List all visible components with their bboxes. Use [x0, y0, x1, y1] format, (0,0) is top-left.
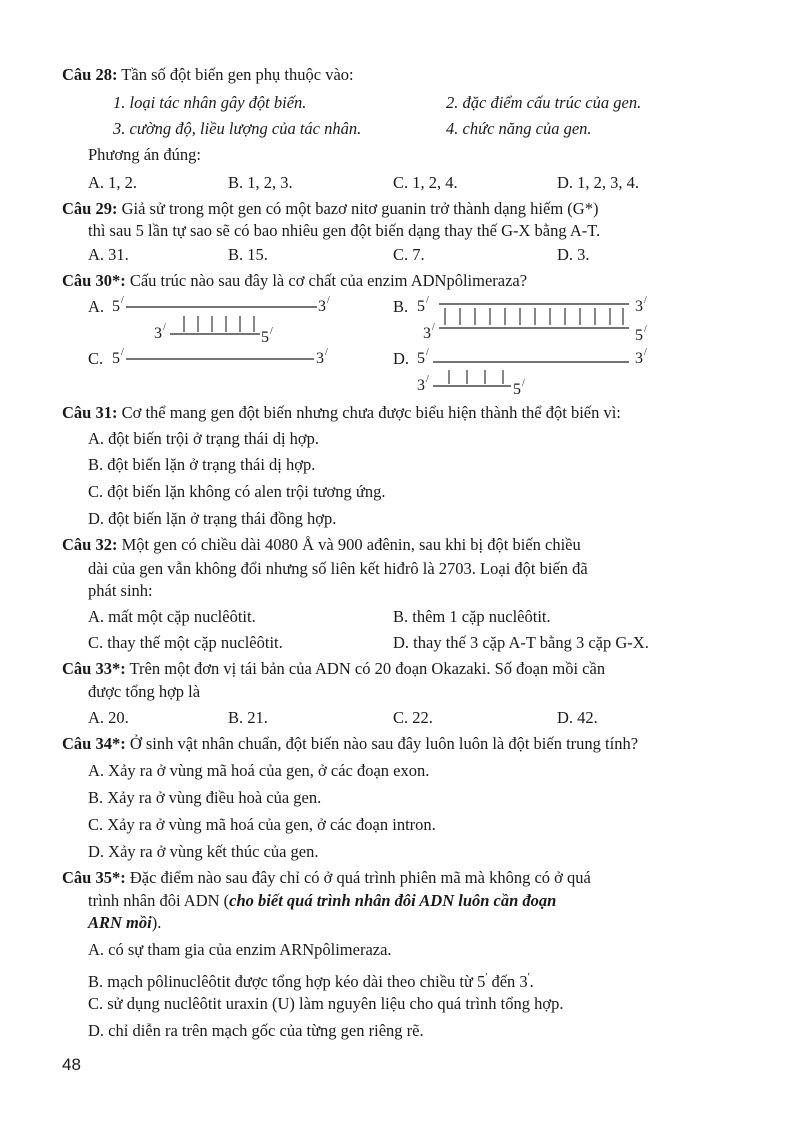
q30-option-a[interactable]: A.: [88, 297, 105, 316]
q30-d-three-label: 3: [635, 350, 643, 367]
q30-a-three-label: 3: [318, 298, 326, 315]
q30-a-prime-4: /: [270, 326, 273, 337]
q30-d-primer-five: 5: [513, 381, 521, 398]
q32-option-c[interactable]: C. thay thế một cặp nuclêôtit.: [88, 633, 283, 652]
q30-strand-diagram-b: [417, 294, 667, 348]
q30-strand-diagram-d: [417, 346, 667, 398]
q33-text-1: Trên một đơn vị tái bản của ADN có 20 đoạn Okazaki. Số đoạn mồi cần: [125, 659, 606, 678]
q28-option-d[interactable]: D. 1, 2, 3, 4.: [557, 173, 640, 192]
q30-b-bonds: [445, 308, 623, 325]
q29-option-d[interactable]: D. 3.: [557, 245, 590, 264]
q32-stem: [62, 534, 581, 556]
q31-label: Câu 31:: [62, 403, 118, 422]
q30-option-c[interactable]: C.: [88, 349, 104, 368]
q30-a-prime: /: [121, 295, 124, 306]
q35-note-end: ARN mồi: [88, 913, 152, 932]
q35-stem: [62, 867, 591, 889]
q33-option-c[interactable]: C. 22.: [393, 708, 433, 727]
q30-b-prime-3: /: [432, 322, 435, 333]
q35-option-b[interactable]: [88, 966, 534, 993]
q35-text-2: [88, 890, 556, 912]
q28-statement-4: 4. chức năng của gen.: [446, 119, 592, 138]
q35-text-3: [88, 912, 161, 934]
q34-option-b[interactable]: B. Xảy ra ở vùng điều hoà của gen.: [88, 788, 322, 807]
q28-text: Tần số đột biến gen phụ thuộc vào:: [117, 65, 354, 84]
q30-d-primer-three: 3: [417, 377, 425, 394]
q28-statement-1: 1. loại tác nhân gây đột biến.: [113, 93, 307, 112]
q28-option-c[interactable]: C. 1, 2, 4.: [393, 173, 458, 192]
q30-b-prime-4: /: [644, 324, 647, 335]
q30-a-bonds: [184, 316, 254, 332]
q29-text-2: thì sau 5 lần tự sao sẽ có bao nhiêu gen đột biến dạng thay thế G-X bằng A-T.: [88, 221, 601, 240]
q30-c-three-label: 3: [316, 350, 324, 367]
q31-option-a[interactable]: A. đột biến trội ở trạng thái dị hợp.: [88, 429, 319, 448]
q30-b-five-bottom: 5: [635, 327, 643, 344]
q30-a-primer-three: 3: [154, 325, 162, 342]
q30-d-prime-3: /: [426, 374, 429, 385]
q30-d-five-label: 5: [417, 350, 425, 367]
q29-stem: [62, 198, 598, 220]
q35-option-d[interactable]: D. chỉ diễn ra trên mạch gốc của từng gen riêng rẽ.: [88, 1021, 424, 1040]
q29-text-1: Giả sử trong một gen có một bazơ nitơ guanin trở thành dạng hiếm (G*): [117, 199, 599, 218]
q30-a-five-label: 5: [112, 298, 120, 315]
q28-statement-2: 2. đặc điểm cấu trúc của gen.: [446, 93, 642, 112]
q30-c-prime: /: [121, 347, 124, 358]
q32-text-2: dài của gen vẫn không đổi nhưng số liên kết hiđrô là 2703. Loại đột biến đã: [88, 559, 588, 578]
q28-prompt: Phương án đúng:: [88, 145, 202, 164]
q30-b-prime: /: [426, 295, 429, 306]
q34-option-c[interactable]: C. Xảy ra ở vùng mã hoá của gen, ở các đoạn intron.: [88, 815, 436, 834]
q28-statement-3: 3. cường độ, liều lượng của tác nhân.: [113, 119, 362, 138]
q33-label: Câu 33*:: [62, 659, 126, 678]
page-number: 48: [62, 1055, 81, 1074]
q30-c-prime-2: /: [325, 347, 328, 358]
q29-option-a[interactable]: A. 31.: [88, 245, 129, 264]
q33-stem: [62, 658, 605, 680]
q30-label: Câu 30*:: [62, 271, 126, 290]
q35-b-end: .: [529, 972, 534, 991]
q32-option-a[interactable]: A. mất một cặp nuclêôtit.: [88, 607, 256, 626]
q30-b-three-bottom: 3: [423, 325, 431, 342]
q35-note: cho biết quá trình nhân đôi ADN luôn cần đoạn: [229, 891, 557, 910]
q30-strand-diagram-c: [112, 346, 352, 372]
q28-label: Câu 28:: [62, 65, 118, 84]
q35-option-a[interactable]: A. có sự tham gia của enzim ARNpôlimeraza.: [88, 940, 392, 959]
q30-text: Cấu trúc nào sau đây là cơ chất của enzim ADNpôlimeraza?: [125, 271, 528, 290]
q31-option-c[interactable]: C. đột biến lặn không có alen trội tương ứng.: [88, 482, 386, 501]
q30-d-prime-4: /: [522, 378, 525, 389]
q35-label: Câu 35*:: [62, 868, 126, 887]
q31-stem: [62, 402, 621, 424]
q30-d-prime-2: /: [644, 347, 647, 358]
q33-text-2: được tổng hợp là: [88, 682, 201, 701]
q30-stem: [62, 270, 527, 292]
q30-b-three-top: 3: [635, 298, 643, 315]
q30-option-b[interactable]: B.: [393, 297, 409, 316]
q29-label: Câu 29:: [62, 199, 118, 218]
q30-d-bonds: [449, 370, 503, 384]
q32-option-d[interactable]: D. thay thế 3 cặp A-T bằng 3 cặp G-X.: [393, 633, 649, 652]
q31-text: Cơ thể mang gen đột biến nhưng chưa được biểu hiện thành thể đột biến vì:: [117, 403, 621, 422]
q28-stem: [62, 64, 354, 86]
q30-a-prime-3: /: [163, 322, 166, 333]
q30-b-five-label: 5: [417, 298, 425, 315]
q34-label: Câu 34*:: [62, 734, 126, 753]
q35-text-3b: ).: [151, 913, 162, 932]
q29-option-b[interactable]: B. 15.: [228, 245, 268, 264]
q35-b-prime-2: ': [527, 971, 530, 983]
q31-option-b[interactable]: B. đột biến lặn ở trạng thái dị hợp.: [88, 455, 316, 474]
q32-option-b[interactable]: B. thêm 1 cặp nuclêôtit.: [393, 607, 551, 626]
q35-option-c[interactable]: C. sử dụng nuclêôtit uraxin (U) làm nguyên liệu cho quá trình tổng hợp.: [88, 994, 564, 1013]
q28-option-a[interactable]: A. 1, 2.: [88, 173, 138, 192]
q33-option-d[interactable]: D. 42.: [557, 708, 598, 727]
q33-option-a[interactable]: A. 20.: [88, 708, 129, 727]
q30-option-d[interactable]: D.: [393, 349, 410, 368]
q34-stem: [62, 733, 638, 755]
q35-b-prime-1: ': [485, 971, 488, 983]
q30-a-prime-2: /: [327, 295, 330, 306]
q33-option-b[interactable]: B. 21.: [228, 708, 268, 727]
q30-c-five-label: 5: [112, 350, 120, 367]
q34-option-a[interactable]: A. Xảy ra ở vùng mã hoá của gen, ở các đoạn exon.: [88, 761, 430, 780]
q34-text: Ở sinh vật nhân chuẩn, đột biến nào sau đây luôn luôn là đột biến trung tính?: [125, 734, 639, 753]
q30-b-prime-2: /: [644, 295, 647, 306]
q30-a-primer-five: 5: [261, 329, 269, 346]
q34-option-d[interactable]: D. Xảy ra ở vùng kết thúc của gen.: [88, 842, 319, 861]
q30-d-prime: /: [426, 347, 429, 358]
q29-option-c[interactable]: C. 7.: [393, 245, 425, 264]
q35-text-1: Đặc điểm nào sau đây chỉ có ở quá trình phiên mã mà không có ở quá: [125, 868, 591, 887]
q35-b-mid: đến 3: [487, 972, 528, 991]
q32-text-1: Một gen có chiều dài 4080 Å và 900 ađênin, sau khi bị đột biến chiều: [117, 535, 581, 554]
q30-strand-diagram-a: [112, 294, 352, 348]
q31-option-d[interactable]: D. đột biến lặn ở trạng thái đồng hợp.: [88, 509, 337, 528]
q35-text-2a: trình nhân đôi ADN (: [88, 891, 230, 910]
q28-option-b[interactable]: B. 1, 2, 3.: [228, 173, 293, 192]
q35-b-pre: B. mạch pôlinuclêôtit được tổng hợp kéo dài theo chiều từ 5: [88, 972, 486, 991]
q32-label: Câu 32:: [62, 535, 118, 554]
q32-text-3: phát sinh:: [88, 581, 153, 600]
